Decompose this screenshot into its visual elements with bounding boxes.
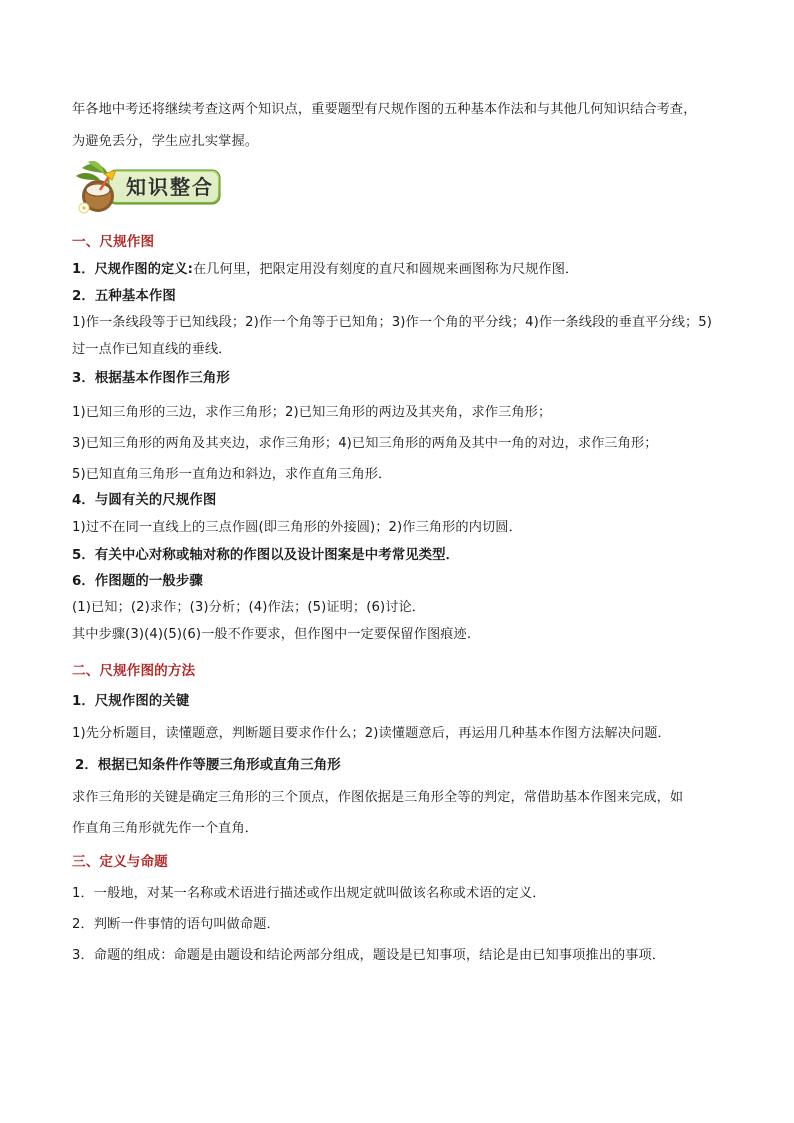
section-1-item-4-label: 4．与圆有关的尺规作图 (72, 493, 217, 508)
section-1-item-6-label: 6．作图题的一般步骤 (72, 574, 203, 589)
section-2-title: 二、尺规作图的方法 (72, 663, 196, 679)
section-1-item-1 (72, 260, 578, 280)
knowledge-banner (74, 160, 224, 218)
section-1-title: 一、尺规作图 (72, 234, 155, 250)
section-3-title: 三、定义与命题 (72, 854, 168, 870)
section-1-item-3-label: 3．根据基本作图作三角形 (72, 371, 230, 386)
section-1-item-2-text-2: 过一点作已知直线的垂线． (72, 342, 232, 357)
item-label: 1．尺规作图的定义: (72, 262, 193, 277)
section-1-item-6-text-2: 其中步骤(3)(4)(5)(6)一般不作要求，但作图中一定要保留作图痕迹. (72, 627, 472, 642)
section-1-item-3-text-1: 1)已知三角形的三边，求作三角形；2)已知三角形的两边及其夹角，求作三角形； (72, 405, 552, 420)
item-text: 在几何里，把限定用没有刻度的直尺和圆规来画图称为尺规作图． (192, 262, 579, 277)
section-3-item-2: 2．判断一件事情的语句叫做命题． (72, 917, 280, 932)
banner-label: 知识整合 (126, 175, 214, 199)
section-1-item-2-label: 2．五种基本作图 (72, 289, 176, 304)
section-2-item-1-label: 1．尺规作图的关键 (72, 694, 190, 709)
section-1-item-3-text-3: 5)已知直角三角形一直角边和斜边，求作直角三角形． (72, 467, 392, 482)
section-1-item-6-text-1: (1)已知；(2)求作；(3)分析；(4)作法；(5)证明；(6)讨论． (72, 600, 426, 615)
section-3-item-1: 1．一般地，对某一名称或术语进行描述或作出规定就叫做该名称或术语的定义． (72, 886, 546, 901)
section-1-item-5-label: 5．有关中心对称或轴对称的作图以及设计图案是中考常见类型． (72, 548, 460, 563)
coconut-drink-icon (76, 168, 124, 216)
section-1-item-2-text-1: 1)作一条线段等于已知线段；2)作一个角等于已知角；3)作一个角的平分线；4)作一条线段的垂直平分线；5) (72, 315, 713, 330)
intro-line-1: 年各地中考还将继续考查这两个知识点，重要题型有尺规作图的五种基本作法和与其他几何知识结合考查， (72, 102, 697, 117)
intro-line-2: 为避免丢分，学生应扎实掌握。 (72, 134, 259, 149)
section-2-item-2-text-1: 求作三角形的关键是确定三角形的三个顶点，作图依据是三角形全等的判定，常借助基本作图来完成，如 (72, 790, 684, 805)
section-2-item-2-text-2: 作直角三角形就先作一个直角． (72, 821, 259, 836)
section-2-item-2-label: 2．根据已知条件作等腰三角形或直角三角形 (75, 758, 341, 773)
section-3-item-3: 3．命题的组成：命题是由题设和结论两部分组成，题设是已知事项，结论是由已知事项推出的事项． (72, 948, 666, 963)
section-1-item-3-text-2: 3)已知三角形的两角及其夹边，求作三角形；4)已知三角形的两角及其中一角的对边，求作三角形； (72, 436, 658, 451)
section-1-item-4-text: 1)过不在同一直线上的三点作圆(即三角形的外接圆)；2)作三角形的内切圆． (72, 520, 522, 535)
section-2-item-1-text: 1)先分析题目，读懂题意，判断题目要求作什么；2)读懂题意后，再运用几种基本作图方法解决问题． (72, 726, 671, 741)
